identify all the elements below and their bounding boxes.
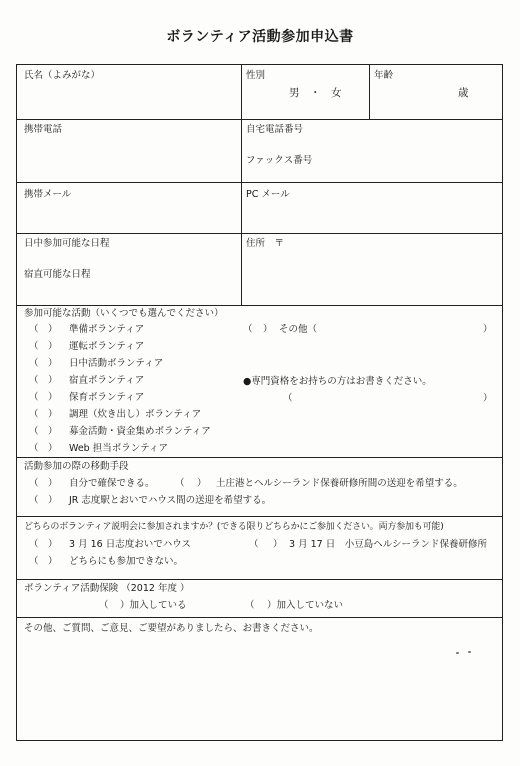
activity-label: 運転ボランティア [69,341,145,352]
briefing-option-label: 3 月 16 日志度おいでハウス [69,539,191,550]
checkbox-open[interactable]: （ [29,556,39,567]
activity-label: 募金活動・資金集めボランティア [69,426,211,437]
column-divider [241,65,242,305]
row-divider [17,516,502,517]
checkbox-open[interactable]: （ [29,358,39,369]
checkbox-close[interactable]: ） [273,539,283,550]
briefing-heading: どちらのボランティア説明会に参加されますか？(できる限りどちらかにご参加ください。両方参加も可能) [24,522,444,532]
insurance-enrolled-label: ）加入している [120,600,187,611]
checkbox-open[interactable]: （ [175,478,185,489]
checkbox-open[interactable]: （ [243,324,253,335]
checkbox-open[interactable]: （ [29,495,39,506]
name-field[interactable] [22,83,236,117]
checkbox-open[interactable]: （ [29,443,39,454]
activity-label: Web 担当ボランティア [69,443,168,454]
checkbox-close[interactable]: ） [48,409,58,420]
checkbox-close[interactable]: ） [48,539,58,550]
gender-options[interactable]: 男 ・ 女 [289,87,342,99]
insurance-heading: ボランティア活動保険 （2012 年度 ） [24,583,190,594]
application-form [16,64,503,741]
overnight-schedule-label: 宿直可能な日程 [24,269,91,280]
mobile-mail-label: 携帯メール [24,189,72,200]
briefing-option-label: 3 月 17 日 小豆島ヘルシーランド保養研修所 [289,539,487,550]
checkbox-close[interactable]: ） [48,495,58,506]
age-label: 年齢 [374,70,394,81]
other-label: その他（ [279,324,318,335]
activities-heading: 参加可能な活動（いくつでも選んでください） [24,308,224,319]
checkbox-close[interactable]: ） [197,478,207,489]
transport-option-label: 自分で確保できる。 [69,478,155,489]
checkbox-close[interactable]: ） [48,375,58,386]
qualification-open: （ [283,393,293,404]
qualification-close: ） [483,393,493,404]
name-label: 氏名（よみがな） [24,70,101,81]
row-divider [17,182,502,183]
checkbox-open[interactable]: （ [29,409,39,420]
transport-option-label: JR 志度駅とおいでハウス間の送迎を希望する。 [69,495,272,506]
checkbox-open[interactable]: （ [29,478,39,489]
checkbox-open[interactable]: （ [29,341,39,352]
age-unit: 歳 [458,87,469,99]
stray-mark [456,652,459,654]
row-divider [17,617,502,618]
checkbox-open[interactable]: （ [29,375,39,386]
checkbox-close[interactable]: ） [48,478,58,489]
checkbox-close[interactable]: ） [48,426,58,437]
mobile-phone-label: 携帯電話 [24,124,63,135]
insurance-not-enrolled-label: ）加入していない [267,600,344,611]
checkbox-open[interactable]: （ [245,600,255,611]
activity-label: 調理（炊き出し）ボランティア [69,409,202,420]
column-divider [369,65,370,119]
checkbox-close[interactable]: ） [48,392,58,403]
remarks-field[interactable] [22,639,498,737]
daytime-schedule-label: 日中参加可能な日程 [24,238,110,249]
briefing-option-label: どちらにも参加できない。 [69,556,184,567]
qualification-note: ●専門資格をお持ちの方はお書きください。 [243,376,432,387]
checkbox-close[interactable]: ） [48,341,58,352]
row-divider [17,579,502,580]
activity-label: 保育ボランティア [69,392,145,403]
activity-label: 準備ボランティア [69,324,145,335]
checkbox-open[interactable]: （ [29,324,39,335]
pc-mail-label: PC メール [246,189,290,200]
checkbox-close[interactable]: ） [48,443,58,454]
home-phone-label: 自宅電話番号 [246,124,304,135]
checkbox-open[interactable]: （ [29,392,39,403]
stray-mark [468,651,471,653]
transport-option-label: 土庄港とヘルシーランド保養研修所間の送迎を希望する。 [216,478,463,489]
other-close: ） [483,324,493,335]
checkbox-open[interactable]: （ [29,426,39,437]
address-label: 住所 〒 [246,238,285,249]
remarks-heading: その他、ご質問、ご意見、ご要望がありましたら、お書きください。 [24,623,319,634]
checkbox-close[interactable]: ） [48,556,58,567]
checkbox-close[interactable]: ） [263,324,273,335]
row-divider [17,305,502,306]
form-title: ボランティア活動参加申込書 [166,29,354,45]
row-divider [17,119,502,120]
checkbox-open[interactable]: （ [99,600,109,611]
activity-label: 日中活動ボランティア [69,358,164,369]
fax-label: ファックス番号 [246,155,313,166]
activity-label: 宿直ボランティア [69,375,145,386]
row-divider [17,457,502,458]
transport-heading: 活動参加の際の移動手段 [24,461,129,472]
checkbox-open[interactable]: （ [29,539,39,550]
checkbox-close[interactable]: ） [48,324,58,335]
gender-label: 性別 [246,70,266,81]
row-divider [17,233,502,234]
checkbox-close[interactable]: ） [48,358,58,369]
checkbox-open[interactable]: （ [249,539,259,550]
